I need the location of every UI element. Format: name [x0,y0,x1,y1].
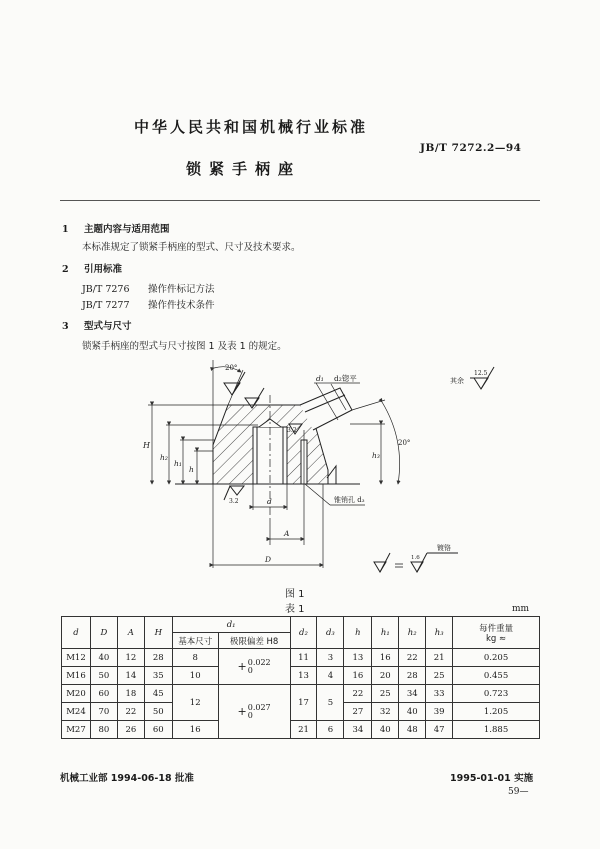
cell-d3: 6 [317,721,344,739]
col-header-h2: h₂ [399,617,426,649]
cell-A: 26 [117,721,144,739]
angle-right-label: 20° [398,439,411,447]
standard-number: JB/T 7272.2—94 [420,142,522,154]
D-label: D [265,555,272,564]
section-title: 引用标准 [84,264,123,275]
d1-label: d₁ [316,374,324,383]
cell-h3: 39 [426,703,453,721]
cell-h1: 16 [372,649,399,667]
approval-line: 机械工业部 1994-06-18 批准 [60,773,194,784]
table-row [62,721,540,739]
cell-d1: 10 [172,667,218,685]
chrome-plating-label: 镀铬 [437,544,451,552]
section-3-body: 锁紧手柄座的型式与尺寸按图 1 及表 1 的规定。 [82,341,287,352]
d2-label: d₂锪平 [334,374,357,383]
cell-weight: 0.205 [453,649,540,667]
cell-d2: 11 [290,649,317,667]
section-number: 3 [62,321,69,332]
col-header-A: A [117,617,144,649]
h-label: h [189,465,194,474]
cell-D: 50 [90,667,117,685]
cell-weight: 1.885 [453,721,540,739]
cell-h1: 25 [372,685,399,703]
cell-h: 22 [344,685,372,703]
reference-title: 操作件标记方法 [148,284,215,295]
pin-hole-label: 锥销孔 d₃ [334,496,365,504]
roughness-note-value: 1.6 [411,555,420,561]
cell-h2: 34 [399,685,426,703]
cell-D: 60 [90,685,117,703]
cell-h3: 25 [426,667,453,685]
page-number: 59— [508,787,529,797]
cell-d1-tolerance [218,685,290,739]
angle-top-label: 20° [225,364,238,372]
col-header-weight [453,617,540,649]
document-title: 锁紧手柄座 [186,160,302,178]
H-label: H [143,441,150,450]
tol-lower: 0 [247,710,253,720]
cell-d3: 3 [317,649,344,667]
cell-h3: 33 [426,685,453,703]
weight-header-line2: kg ≈ [485,633,507,644]
tol-sign: + [237,705,247,718]
section-title: 型式与尺寸 [84,321,132,332]
cell-A: 18 [117,685,144,703]
table-header-row [62,617,540,633]
cell-h3: 21 [426,649,453,667]
cell-h: 16 [344,667,372,685]
cell-h1: 40 [372,721,399,739]
issuing-body-title: 中华人民共和国机械行业标准 [134,118,369,136]
roughness-inner: 3.2 [287,427,297,434]
cell-h2: 28 [399,667,426,685]
col-header-h3: h₃ [426,617,453,649]
roughness-rest-label: 其余 [450,377,464,385]
cell-d: M27 [62,721,91,739]
reference-code: JB/T 7277 [82,300,130,311]
cell-weight: 0.723 [453,685,540,703]
col-header-d2: d₂ [290,617,317,649]
table-row [62,649,540,667]
d-label: d [267,497,272,506]
cell-A: 12 [117,649,144,667]
col-header-d3: d₃ [317,617,344,649]
section-1-body: 本标准规定了锁紧手柄座的型式、尺寸及技术要求。 [82,242,301,253]
col-header-H: H [144,617,172,649]
cell-d1: 8 [172,649,218,667]
table-row [62,667,540,685]
roughness-rest-value: 12.5 [474,370,488,377]
cell-d: M12 [62,649,91,667]
cell-d3: 5 [317,685,344,721]
cell-d2: 21 [290,721,317,739]
A-label: A [284,529,290,538]
cell-weight: 1.205 [453,703,540,721]
col-header-h: h [344,617,372,649]
col-header-d1: d₁ [172,617,290,633]
cell-H: 50 [144,703,172,721]
tol-upper: 0.022 [247,657,271,667]
table-row [62,685,540,703]
cell-D: 40 [90,649,117,667]
cell-weight: 0.455 [453,667,540,685]
col-header-D: D [90,617,117,649]
tol-sign: + [237,660,247,673]
cell-H: 28 [144,649,172,667]
cell-d3: 4 [317,667,344,685]
cell-h2: 40 [399,703,426,721]
cell-D: 80 [90,721,117,739]
cell-d1-tolerance [218,649,290,685]
section-number: 1 [62,224,69,235]
cell-h2: 48 [399,721,426,739]
cell-h: 34 [344,721,372,739]
section-title: 主题内容与适用范围 [84,224,170,235]
col-header-h1: h₁ [372,617,399,649]
reference-title: 操作件技术条件 [148,300,215,311]
figure-caption: 图 1 [285,589,305,600]
cell-A: 22 [117,703,144,721]
cell-d: M16 [62,667,91,685]
col-header-d1-tol: 极限偏差 H8 [218,633,290,649]
h2-label: h₂ [160,453,168,462]
cell-d2: 13 [290,667,317,685]
cell-H: 60 [144,721,172,739]
table-unit: mm [512,604,530,614]
cell-d1: 16 [172,721,218,739]
cell-h: 13 [344,649,372,667]
h1-label: h₁ [174,459,182,468]
roughness-bottom: 3.2 [229,498,239,505]
cell-H: 35 [144,667,172,685]
section-number: 2 [62,264,69,275]
cell-d: M24 [62,703,91,721]
effective-date-line: 1995-01-01 实施 [450,773,534,784]
dimension-table [61,616,540,739]
tol-upper: 0.027 [247,702,271,712]
cell-d2: 17 [290,685,317,721]
cell-h1: 20 [372,667,399,685]
cell-h: 27 [344,703,372,721]
cell-h1: 32 [372,703,399,721]
reference-code: JB/T 7276 [82,284,130,295]
cell-D: 70 [90,703,117,721]
cell-h2: 22 [399,649,426,667]
cell-d1: 12 [172,685,218,721]
tol-lower: 0 [247,665,253,675]
col-header-d1-basic: 基本尺寸 [172,633,218,649]
cell-d: M20 [62,685,91,703]
weight-header-line1: 每件重量 [479,623,514,634]
col-header-d: d [62,617,91,649]
cell-h3: 47 [426,721,453,739]
h3-label: h₃ [372,451,380,460]
cell-A: 14 [117,667,144,685]
table-caption: 表 1 [285,604,305,615]
cell-H: 45 [144,685,172,703]
